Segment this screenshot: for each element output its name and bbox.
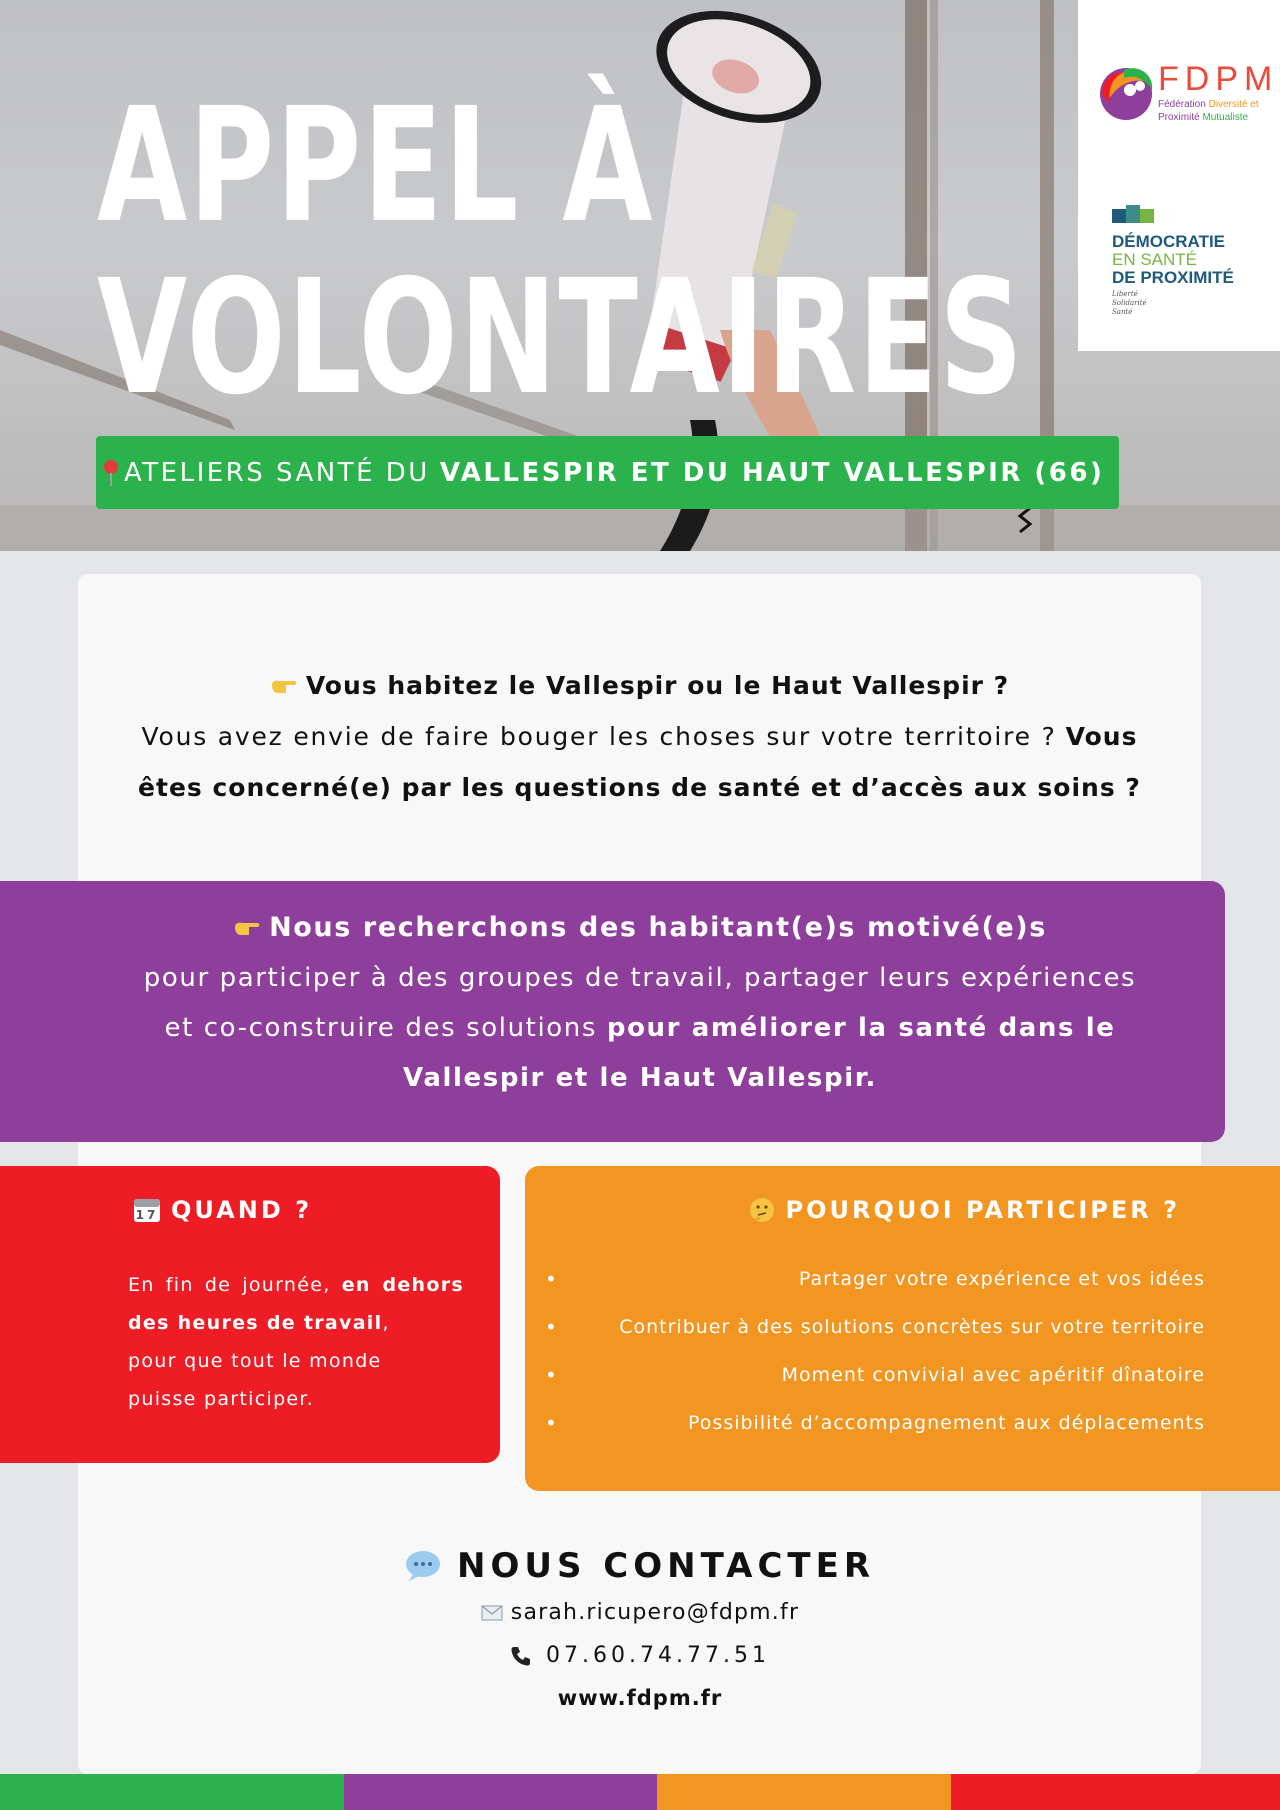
when-title: 17 QUAND ? (133, 1196, 312, 1224)
recruitment-block (0, 881, 1225, 1142)
color-footer-bar (0, 1774, 1280, 1810)
list-item: • Possibilité d’accompagnement aux déplacements (545, 1406, 1205, 1454)
list-item: • Moment convivial avec apéritif dînatoire (545, 1358, 1205, 1406)
list-item: • Contribuer à des solutions concrètes sur votre territoire (545, 1310, 1205, 1358)
hero-title (97, 74, 1025, 430)
intro-section (78, 660, 1201, 813)
hero-title-line1: APPEL À (97, 74, 655, 258)
contact-phone[interactable]: 07.60.74.77.51 (0, 1643, 1280, 1668)
footer-green-bar (0, 1774, 344, 1810)
footer-orange-bar (657, 1774, 951, 1810)
banner-bold-text: VALLESPIR ET DU HAUT VALLESPIR (66) (439, 457, 1105, 488)
contact-website-link[interactable]: www.fdpm.fr (557, 1686, 723, 1710)
recruitment-line2: pour participer à des groupes de travail, partager leurs expériences (143, 963, 1137, 993)
hero-banner (0, 0, 1280, 551)
why-block (525, 1166, 1280, 1491)
svg-text:17: 17 (135, 1208, 159, 1222)
footer-purple-bar (344, 1774, 657, 1810)
intro-question: Vous habitez le Vallespir ou le Haut Vallespir ? (305, 671, 1010, 700)
pushpin-icon (102, 459, 120, 487)
recruitment-line3-light: et co-construire des solutions (164, 1013, 597, 1043)
thinking-face-icon (748, 1196, 776, 1224)
contact-title: NOUS CONTACTER (0, 1546, 1280, 1586)
dsp-emblem-icon (1112, 205, 1154, 223)
intro-line2-bold: Vous (1065, 722, 1138, 751)
pointing-hand-icon (270, 677, 298, 695)
intro-line3: êtes concerné(e) par les questions de santé et d’accès aux soins ? (138, 773, 1141, 802)
why-list (545, 1262, 1205, 1454)
when-block (0, 1166, 500, 1463)
recruitment-line3-bold: pour améliorer la santé dans le (606, 1013, 1116, 1043)
calendar-icon (133, 1197, 161, 1223)
list-item: • Partager votre expérience et vos idées (545, 1262, 1205, 1310)
recruitment-line4: Vallespir et le Haut Vallespir. (403, 1063, 877, 1093)
banner-light-text: ATELIERS SANTÉ DU (124, 457, 430, 488)
hero-title-line2: VOLONTAIRES (97, 246, 1025, 430)
footer-red-bar (951, 1774, 1280, 1810)
when-text: En fin de journée, en dehors des heures de travail, pour que tout le monde puisse participer. (128, 1274, 464, 1410)
recruitment-headline: Nous recherchons des habitant(e)s motivé(e)s (269, 912, 1047, 943)
why-title: POURQUOI PARTICIPER ? (748, 1196, 1181, 1224)
contact-email[interactable]: sarah.ricupero@fdpm.fr (0, 1600, 1280, 1625)
fdpm-tagline: Fédération Diversité et Proximité Mutualiste (1158, 99, 1259, 123)
location-banner (96, 436, 1119, 509)
speech-bubble-icon (405, 1550, 441, 1582)
pointing-hand-icon (233, 919, 261, 937)
intro-line2: Vous avez envie de faire bouger les choses sur votre territoire ? (141, 722, 1057, 751)
phone-icon (510, 1645, 532, 1667)
fdpm-wordmark: FDPM (1158, 60, 1279, 98)
envelope-icon (481, 1605, 503, 1621)
democratie-sante-logo: DÉMOCRATIE EN SANTÉ DE PROXIMITÉ Liberté Solidarité Santé (1112, 205, 1272, 317)
logo-panel (1078, 0, 1280, 351)
